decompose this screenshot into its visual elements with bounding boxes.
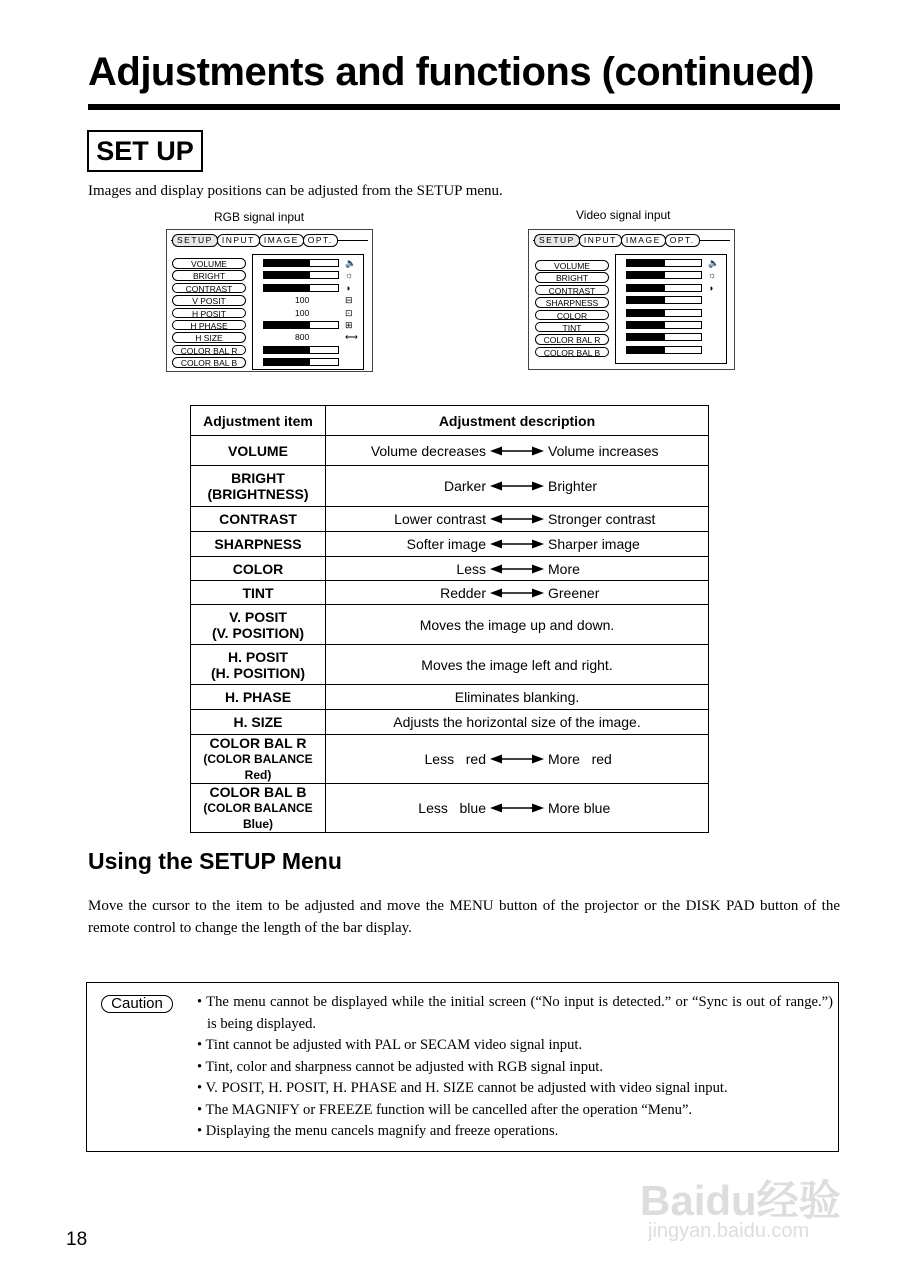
table-item-cell xyxy=(191,645,326,685)
table-desc-cell xyxy=(326,784,709,833)
table-desc-cell xyxy=(326,532,709,557)
range-arrow xyxy=(486,514,548,524)
table-item-cell xyxy=(191,784,326,833)
range-arrow xyxy=(486,588,548,598)
caution-item: • Displaying the menu cancels magnify and freeze operations. xyxy=(197,1123,559,1139)
caution-item: • The MAGNIFY or FREEZE function will be cancelled after the operation “Menu”. xyxy=(197,1101,693,1118)
range-high: Stronger contrast xyxy=(548,511,656,527)
table-desc-cell: Moves the image up and down. xyxy=(326,605,709,645)
title-rule xyxy=(88,104,840,110)
range-high: Brighter xyxy=(548,478,598,494)
table-item-full-name: (H. POSITION) xyxy=(210,664,306,681)
menu-item-bar xyxy=(263,358,339,366)
table-row xyxy=(191,735,709,784)
section-heading: Using the SETUP Menu xyxy=(88,848,342,874)
table-row xyxy=(191,507,709,532)
range-arrow xyxy=(486,539,548,549)
table-row xyxy=(191,710,709,735)
table-item-cell xyxy=(191,735,326,784)
menu-item-label: BRIGHT xyxy=(172,270,246,281)
menu-item-bar xyxy=(263,346,339,354)
menu-item-bar-fill xyxy=(627,297,665,303)
rgb-menu-items xyxy=(172,258,246,370)
page-number: 18 xyxy=(66,1229,88,1250)
menu-item-bar xyxy=(626,284,702,292)
table-row xyxy=(191,645,709,685)
adjustment-table xyxy=(190,405,709,833)
double-arrow-icon xyxy=(490,539,544,549)
caution-item: • The menu cannot be displayed while the initial screen (“No input is detected.” or “Sync is out of range.”) is being displayed. xyxy=(197,994,833,1032)
menu-item-label: COLOR BAL B xyxy=(172,357,246,368)
menu-item-bar-fill xyxy=(627,260,665,266)
video-menu-caption: Video signal input xyxy=(576,208,671,222)
table-desc-cell: Adjusts the horizontal size of the image. xyxy=(326,710,709,735)
range-high: More xyxy=(548,560,580,577)
table-range xyxy=(326,751,708,767)
table-desc-cell xyxy=(326,507,709,532)
menu-tab: OPT. xyxy=(303,234,338,247)
watermark-brand: Baidu经验 xyxy=(640,1177,841,1224)
rgb-menu-panel xyxy=(252,254,364,370)
table-item-cell xyxy=(191,507,326,532)
menu-item-bar xyxy=(263,284,339,292)
hsize-icon: ⟷ xyxy=(345,332,358,343)
watermark-url: jingyan.baidu.com xyxy=(648,1220,810,1242)
menu-item-bar-fill xyxy=(264,260,310,266)
range-arrow xyxy=(486,481,548,491)
table-row xyxy=(191,436,709,466)
range-low: Redder xyxy=(440,584,486,601)
caution-tag: Caution xyxy=(101,995,173,1013)
video-menu-screen xyxy=(528,229,735,370)
table-row xyxy=(191,581,709,605)
menu-item-bar xyxy=(263,259,339,267)
menu-item-bar-fill xyxy=(627,322,665,328)
range-arrow xyxy=(486,446,548,456)
menu-item-label: VOLUME xyxy=(172,258,246,269)
menu-item-label: CONTRAST xyxy=(535,285,609,296)
vposit-icon: ⊟ xyxy=(345,295,353,306)
table-item-full-name: (BRIGHTNESS) xyxy=(207,486,309,502)
range-arrow xyxy=(486,803,548,813)
caution-item: • V. POSIT, H. POSIT, H. PHASE and H. SIZE cannot be adjusted with video signal input. xyxy=(197,1080,728,1096)
menu-item-bar-fill xyxy=(264,359,310,365)
table-header-row xyxy=(191,406,709,436)
range-arrow xyxy=(486,754,548,764)
range-low: Less xyxy=(456,560,486,577)
menu-item-label: H SIZE xyxy=(172,332,246,343)
range-low: Less red xyxy=(424,751,486,767)
menu-item-label: COLOR BAL R xyxy=(172,345,246,356)
table-desc-cell: Moves the image left and right. xyxy=(326,645,709,685)
menu-item-label: CONTRAST xyxy=(172,283,246,294)
menu-item-bar xyxy=(626,271,702,279)
page-title: Adjustments and functions (continued) xyxy=(88,50,814,94)
range-low: Lower contrast xyxy=(394,511,486,527)
menu-item-bar-fill xyxy=(264,347,310,353)
hposit-icon: ⊡ xyxy=(345,307,353,318)
range-low: Darker xyxy=(443,478,486,494)
menu-tab: OPT. xyxy=(665,234,700,247)
menu-item-bar-fill xyxy=(264,272,310,278)
table-row xyxy=(191,532,709,557)
table-row xyxy=(191,466,709,507)
menu-item-bar xyxy=(626,321,702,329)
double-arrow-icon xyxy=(490,588,544,598)
menu-item-bar-fill xyxy=(264,285,310,291)
table-item-name: V. POSIT xyxy=(229,608,287,625)
menu-item-bar xyxy=(626,259,702,267)
table-item-name: VOLUME xyxy=(228,442,288,459)
table-desc-cell xyxy=(326,735,709,784)
table-item-full-name: (COLOR BALANCE Blue) xyxy=(203,801,313,831)
table-item-name: TINT xyxy=(242,584,274,601)
table-range xyxy=(326,478,708,494)
video-menu-items xyxy=(535,260,609,359)
menu-item-label: H PHASE xyxy=(172,320,246,331)
contrast-icon: ◑ xyxy=(708,282,714,293)
range-low: Volume decreases xyxy=(370,442,486,459)
menu-item-label: SHARPNESS xyxy=(535,297,609,308)
menu-item-bar xyxy=(263,271,339,279)
double-arrow-icon xyxy=(490,446,544,456)
menu-tab: SETUP xyxy=(534,234,580,247)
menu-tab: INPUT xyxy=(217,234,260,247)
table-item-name: COLOR xyxy=(232,560,284,577)
table-item-cell xyxy=(191,605,326,645)
menu-tab: IMAGE xyxy=(621,234,666,247)
table-range xyxy=(326,443,708,459)
menu-item-bar-fill xyxy=(627,272,665,278)
table-desc-cell: Eliminates blanking. xyxy=(326,685,709,710)
table-item-full-name: (COLOR BALANCE Red) xyxy=(203,752,313,782)
table-range xyxy=(326,800,708,816)
range-high: More blue xyxy=(548,800,611,816)
menu-tab: IMAGE xyxy=(259,234,304,247)
contrast-icon: ◑ xyxy=(345,282,351,293)
menu-item-label: TINT xyxy=(535,322,609,333)
rgb-menu-tabs xyxy=(172,234,337,247)
menu-item-bar-fill xyxy=(264,322,310,328)
table-item-full-name: (V. POSITION) xyxy=(211,624,305,641)
menu-item-label: COLOR xyxy=(535,310,609,321)
double-arrow-icon xyxy=(490,514,544,524)
menu-item-label: COLOR BAL B xyxy=(535,347,609,358)
rgb-menu-caption: RGB signal input xyxy=(214,210,305,224)
table-row xyxy=(191,605,709,645)
menu-item-label: BRIGHT xyxy=(535,272,609,283)
range-low: Less blue xyxy=(418,800,486,816)
menu-item-label: V POSIT xyxy=(172,295,246,306)
menu-tab: SETUP xyxy=(172,234,218,247)
table-range xyxy=(326,511,708,527)
table-desc-cell xyxy=(326,557,709,581)
range-high: More red xyxy=(548,751,612,767)
table-item-name: SHARPNESS xyxy=(214,536,302,552)
table-row xyxy=(191,557,709,581)
menu-item-bar-fill xyxy=(627,310,665,316)
table-header-cell: Adjustment description xyxy=(326,406,709,436)
double-arrow-icon xyxy=(490,564,544,574)
menu-item-bar xyxy=(626,296,702,304)
double-arrow-icon xyxy=(490,481,544,491)
video-menu-panel xyxy=(615,254,727,364)
table-item-name: COLOR BAL B xyxy=(209,784,307,800)
table-item-cell xyxy=(191,581,326,605)
table-item-name: H. POSIT xyxy=(228,648,288,665)
caution-list xyxy=(197,992,833,1143)
table-range xyxy=(326,585,708,601)
table-header-cell: Adjustment item xyxy=(191,406,326,436)
menu-item-label: H POSIT xyxy=(172,308,246,319)
table-item-name: H. PHASE xyxy=(224,689,292,705)
caution-item: • Tint cannot be adjusted with PAL or SECAM video signal input. xyxy=(197,1037,583,1053)
menu-item-bar xyxy=(263,321,339,329)
table-desc-cell xyxy=(326,466,709,507)
menu-item-value: 100 xyxy=(295,295,310,306)
menu-item-bar-fill xyxy=(627,347,665,353)
table-desc-cell xyxy=(326,581,709,605)
menu-tab: INPUT xyxy=(579,234,622,247)
range-high: Volume increases xyxy=(548,442,659,459)
table-item-cell xyxy=(191,532,326,557)
double-arrow-icon xyxy=(490,803,544,813)
rgb-menu-screen xyxy=(166,229,373,372)
table-item-name: BRIGHT xyxy=(231,470,285,486)
section-label: SET UP xyxy=(87,130,203,172)
menu-item-label: VOLUME xyxy=(535,260,609,271)
sun-icon: ☼ xyxy=(708,270,717,281)
table-range xyxy=(326,536,708,552)
menu-item-bar xyxy=(626,309,702,317)
table-row xyxy=(191,784,709,833)
instruction-paragraph: Move the cursor to the item to be adjusted and move the MENU button of the projector or the DISK PAD button of the remote control to change the length of the bar display. xyxy=(88,898,840,936)
intro-text: Images and display positions can be adjusted from the SETUP menu. xyxy=(88,183,503,199)
sun-icon: ☼ xyxy=(345,270,354,281)
video-menu-tabs xyxy=(534,234,699,247)
range-arrow xyxy=(486,564,548,574)
menu-item-bar xyxy=(626,346,702,354)
table-item-cell xyxy=(191,557,326,581)
speaker-icon: 🔈 xyxy=(708,258,720,268)
speaker-icon: 🔈 xyxy=(345,258,357,268)
range-high: Sharper image xyxy=(548,536,640,552)
table-item-cell xyxy=(191,436,326,466)
menu-item-bar-fill xyxy=(627,334,665,340)
menu-item-bar xyxy=(626,333,702,341)
table-item-name: H. SIZE xyxy=(233,714,283,730)
menu-item-value: 100 xyxy=(295,307,310,318)
table-row xyxy=(191,685,709,710)
table-item-name: CONTRAST xyxy=(219,511,297,527)
caution-item: • Tint, color and sharpness cannot be adjusted with RGB signal input. xyxy=(197,1058,604,1075)
menu-item-label: COLOR BAL R xyxy=(535,334,609,345)
double-arrow-icon xyxy=(490,754,544,764)
menu-item-bar-fill xyxy=(627,285,665,291)
phase-icon: ⊞ xyxy=(345,320,353,330)
table-item-cell xyxy=(191,466,326,507)
table-item-cell xyxy=(191,685,326,710)
table-item-name: COLOR BAL R xyxy=(209,735,307,751)
range-high: Greener xyxy=(548,584,600,601)
table-desc-cell xyxy=(326,436,709,466)
range-low: Softer image xyxy=(406,536,486,552)
menu-item-value: 800 xyxy=(295,332,310,343)
table-item-cell xyxy=(191,710,326,735)
table-range xyxy=(326,561,708,577)
